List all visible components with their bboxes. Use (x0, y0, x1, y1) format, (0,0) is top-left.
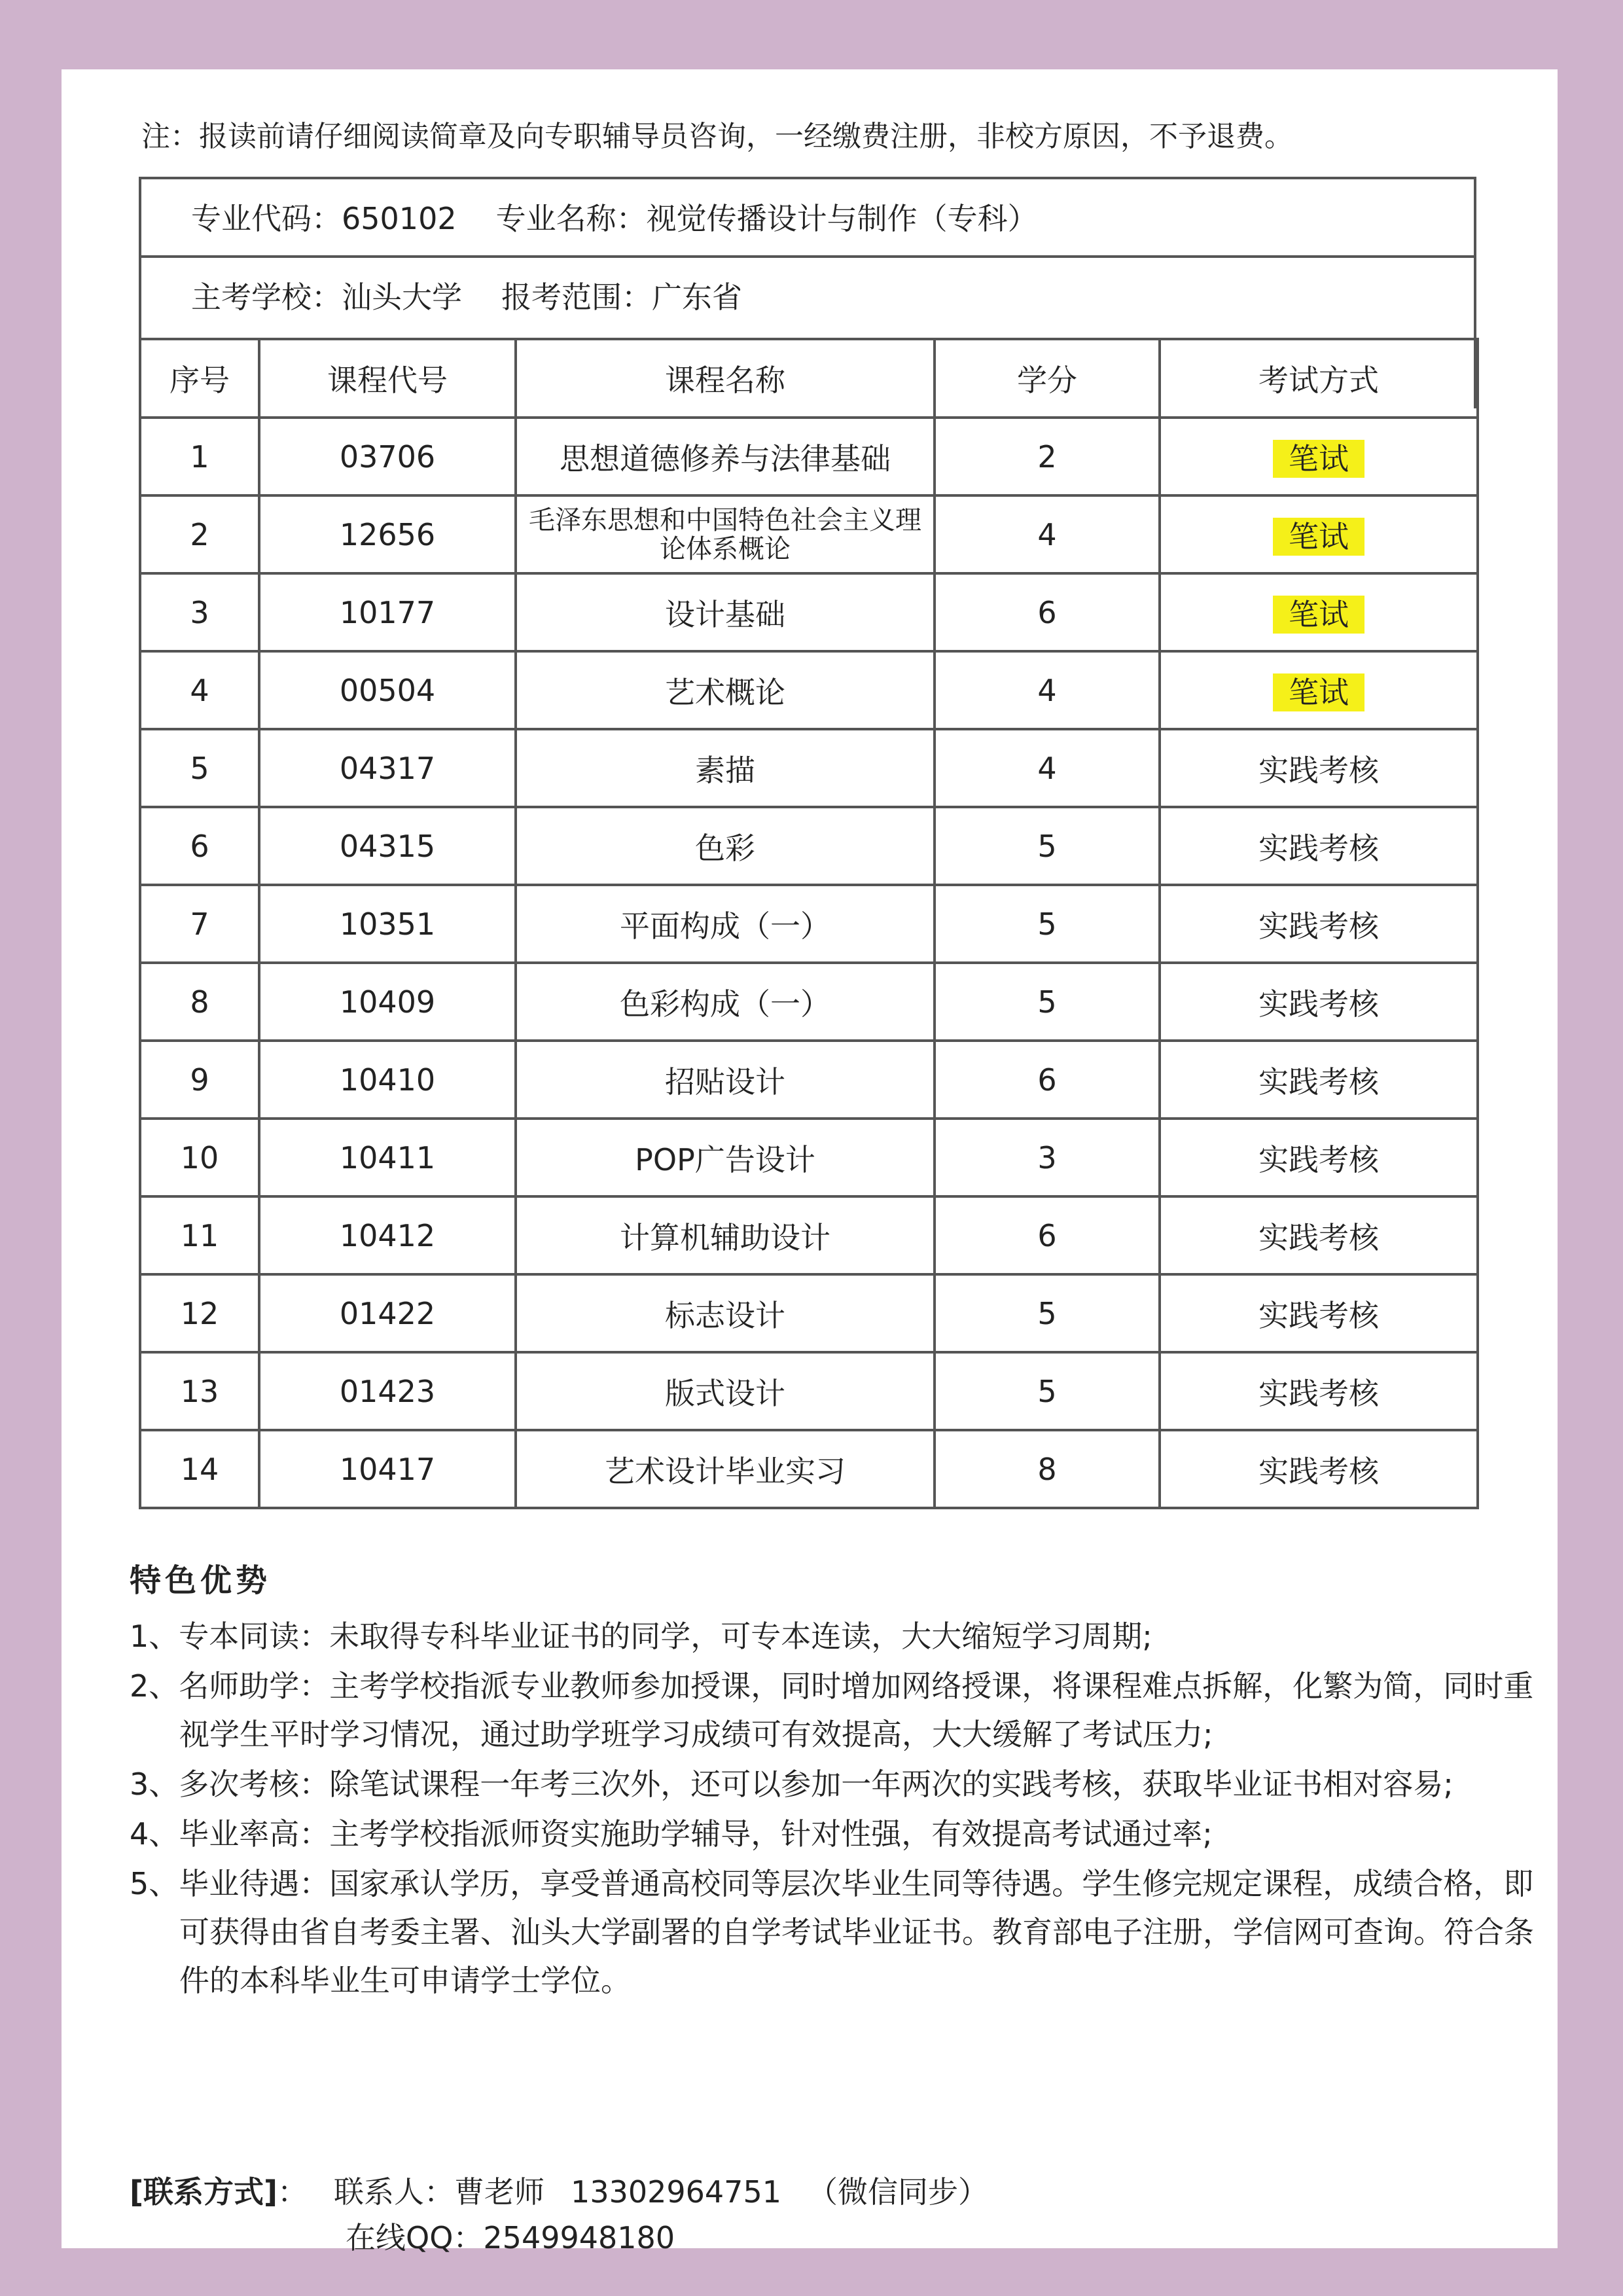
course-credit-text: 5 (1037, 984, 1057, 1020)
course-code-cell (259, 573, 516, 651)
course-name-cell (516, 807, 935, 885)
course-no-cell (140, 963, 259, 1041)
course-exam-text: 实践考核 (1258, 1219, 1379, 1255)
course-name-cell (516, 573, 935, 651)
table-row (140, 885, 1478, 963)
course-table-body (140, 418, 1478, 1508)
table-row (140, 1196, 1478, 1274)
course-code-cell (259, 1041, 516, 1119)
course-no-text: 6 (190, 828, 209, 864)
course-exam-text: 笔试 (1273, 440, 1364, 478)
course-credit-text: 4 (1037, 672, 1057, 708)
course-exam-cell (1160, 729, 1478, 807)
course-exam-cell (1160, 573, 1478, 651)
course-name-cell (516, 729, 935, 807)
course-name-cell (516, 885, 935, 963)
course-name-cell (516, 1041, 935, 1119)
course-no-cell (140, 1196, 259, 1274)
course-code-text: 10177 (339, 594, 436, 630)
course-no-text: 1 (190, 439, 209, 475)
document-page (62, 69, 1558, 2255)
course-name-cell (516, 495, 935, 573)
course-exam-cell (1160, 1119, 1478, 1196)
course-exam-text: 笔试 (1273, 673, 1364, 711)
course-no-text: 11 (180, 1217, 219, 1253)
course-code-text: 00504 (339, 672, 436, 708)
course-exam-text: 实践考核 (1258, 830, 1379, 866)
course-name-text: 设计基础 (665, 596, 785, 632)
scope-value: 广东省 (652, 279, 742, 315)
course-exam-cell (1160, 885, 1478, 963)
header-no: 序号 (140, 339, 259, 418)
course-credit-text: 6 (1037, 594, 1057, 630)
course-no-cell (140, 1274, 259, 1352)
course-name-cell (516, 1352, 935, 1430)
course-no-text: 14 (180, 1451, 219, 1487)
course-code-cell (259, 418, 516, 495)
contact-line-1 (130, 2169, 988, 2215)
course-credit-text: 5 (1037, 828, 1057, 864)
contact-qq: 在线QQ：2549948180 (346, 2220, 675, 2255)
course-exam-text: 笔试 (1273, 518, 1364, 556)
course-code-cell (259, 495, 516, 573)
table-row (140, 573, 1478, 651)
course-credit-cell (935, 418, 1160, 495)
course-name-text: POP广告设计 (635, 1141, 815, 1177)
course-no-cell (140, 1352, 259, 1430)
scope-label: 报考范围： (501, 279, 652, 315)
course-credit-text: 4 (1037, 516, 1057, 552)
feature-item: 2、名师助学：主考学校指派专业教师参加授课，同时增加网络授课，将课程难点拆解，化繁为简，同时重视学生平时学习情况，通过助学班学习成绩可有效提高，大大缓解了考试压力; (130, 1668, 1534, 1752)
course-exam-cell (1160, 495, 1478, 573)
course-code-cell (259, 1430, 516, 1508)
course-credit-cell (935, 1041, 1160, 1119)
course-code-text: 01423 (339, 1373, 436, 1409)
course-no-text: 7 (190, 906, 209, 942)
header-code: 课程代号 (259, 339, 516, 418)
course-exam-cell (1160, 807, 1478, 885)
course-code-text: 10409 (339, 984, 436, 1020)
course-exam-text: 笔试 (1273, 596, 1364, 634)
course-exam-text: 实践考核 (1258, 1141, 1379, 1177)
course-name-cell (516, 1274, 935, 1352)
header-exam: 考试方式 (1160, 339, 1478, 418)
course-no-text: 13 (180, 1373, 219, 1409)
course-credit-cell (935, 1352, 1160, 1430)
course-credit-cell (935, 495, 1160, 573)
course-no-text: 10 (180, 1139, 219, 1175)
course-credit-text: 5 (1037, 1295, 1057, 1331)
course-exam-cell (1160, 1196, 1478, 1274)
course-code-text: 10412 (339, 1217, 436, 1253)
course-exam-text: 实践考核 (1258, 1064, 1379, 1100)
course-table (139, 338, 1479, 1509)
course-name-text: 色彩构成（一） (620, 986, 830, 1022)
course-name-text: 计算机辅助设计 (620, 1219, 830, 1255)
header-credit: 学分 (935, 339, 1160, 418)
course-credit-cell (935, 1430, 1160, 1508)
table-row (140, 1352, 1478, 1430)
course-exam-text: 实践考核 (1258, 986, 1379, 1022)
course-credit-text: 4 (1037, 750, 1057, 786)
table-row (140, 1274, 1478, 1352)
course-no-cell (140, 807, 259, 885)
course-no-cell (140, 1119, 259, 1196)
feature-item: 3、多次考核：除笔试课程一年考三次外，还可以参加一年两次的实践考核，获取毕业证书相对容易; (130, 1767, 1454, 1802)
course-no-cell (140, 885, 259, 963)
course-credit-cell (935, 963, 1160, 1041)
course-name-text: 艺术设计毕业实习 (605, 1453, 846, 1489)
table-row (140, 963, 1478, 1041)
course-exam-text: 实践考核 (1258, 1297, 1379, 1333)
course-code-text: 04317 (339, 750, 436, 786)
course-code-cell (259, 885, 516, 963)
course-code-cell (259, 1352, 516, 1430)
contact-phone: 13302964751 (571, 2174, 781, 2210)
course-exam-text: 实践考核 (1258, 1453, 1379, 1489)
course-no-cell (140, 651, 259, 729)
course-no-cell (140, 418, 259, 495)
course-name-cell (516, 963, 935, 1041)
program-code-row (141, 179, 1474, 258)
course-code-text: 04315 (339, 828, 436, 864)
course-credit-text: 5 (1037, 906, 1057, 942)
course-no-cell (140, 495, 259, 573)
course-no-text: 4 (190, 672, 209, 708)
course-code-cell (259, 1196, 516, 1274)
program-code: 650102 (342, 201, 457, 236)
course-code-text: 03706 (339, 439, 436, 475)
table-header-row (140, 339, 1478, 418)
table-row (140, 651, 1478, 729)
course-credit-cell (935, 885, 1160, 963)
contact-section (130, 2169, 988, 2261)
course-exam-text: 实践考核 (1258, 908, 1379, 944)
course-exam-text: 实践考核 (1258, 752, 1379, 788)
course-code-text: 10410 (339, 1062, 436, 1098)
contact-person: 联系人：曹老师 (334, 2174, 545, 2210)
course-exam-cell (1160, 963, 1478, 1041)
course-name-text: 色彩 (695, 830, 755, 866)
feature-item: 5、毕业待遇：国家承认学历，享受普通高校同等层次毕业生同等待遇。学生修完规定课程，成绩合格，即可获得由省自考委主署、汕头大学副署的自学考试毕业证书。教育部电子注册，学信网可查询。符合条件的本科毕业生可申请学士学位。 (130, 1866, 1534, 1998)
course-code-text: 12656 (339, 516, 436, 552)
course-name-text: 版式设计 (665, 1375, 785, 1411)
course-exam-cell (1160, 418, 1478, 495)
course-no-text: 2 (190, 516, 209, 552)
course-code-cell (259, 963, 516, 1041)
course-no-text: 8 (190, 984, 209, 1020)
table-row (140, 1041, 1478, 1119)
program-name: 视觉传播设计与制作（专科） (646, 201, 1038, 236)
course-code-cell (259, 807, 516, 885)
table-row (140, 495, 1478, 573)
course-name-text: 艺术概论 (665, 674, 785, 710)
course-no-cell (140, 573, 259, 651)
course-no-text: 9 (190, 1062, 209, 1098)
course-exam-cell (1160, 1430, 1478, 1508)
school-label: 主考学校： (191, 279, 342, 315)
course-name-cell (516, 1430, 935, 1508)
header-name: 课程名称 (516, 339, 935, 418)
table-row (140, 807, 1478, 885)
course-exam-cell (1160, 651, 1478, 729)
course-credit-cell (935, 1119, 1160, 1196)
course-no-text: 3 (190, 594, 209, 630)
course-name-text: 思想道德修养与法律基础 (560, 440, 891, 476)
program-code-label: 专业代码： (191, 201, 342, 236)
course-code-text: 10351 (339, 906, 436, 942)
features-title: 特色优势 (130, 1562, 272, 1599)
course-exam-cell (1160, 1274, 1478, 1352)
course-exam-text: 实践考核 (1258, 1375, 1379, 1411)
program-school-row (141, 258, 1474, 336)
table-row (140, 729, 1478, 807)
course-no-cell (140, 1430, 259, 1508)
table-row (140, 1119, 1478, 1196)
contact-wechat-note: （微信同步） (807, 2174, 988, 2210)
course-no-text: 5 (190, 750, 209, 786)
course-no-text: 12 (180, 1295, 219, 1331)
course-credit-cell (935, 729, 1160, 807)
course-code-cell (259, 729, 516, 807)
course-code-cell (259, 651, 516, 729)
course-name-text: 毛泽东思想和中国特色社会主义理论体系概论 (529, 505, 921, 564)
feature-item: 1、专本同读：未取得专科毕业证书的同学，可专本连读，大大缩短学习周期; (130, 1619, 1152, 1654)
feature-item: 4、毕业率高：主考学校指派师资实施助学辅导，针对性强，有效提高考试通过率; (130, 1816, 1213, 1852)
course-code-cell (259, 1274, 516, 1352)
course-credit-text: 8 (1037, 1451, 1057, 1487)
course-name-text: 平面构成（一） (620, 908, 830, 944)
course-name-text: 素描 (695, 752, 755, 788)
course-code-cell (259, 1119, 516, 1196)
contact-colon: ： (277, 2174, 308, 2210)
course-credit-cell (935, 807, 1160, 885)
course-credit-cell (935, 1196, 1160, 1274)
course-no-cell (140, 729, 259, 807)
course-name-cell (516, 418, 935, 495)
course-name-cell (516, 1119, 935, 1196)
course-name-cell (516, 1196, 935, 1274)
course-code-text: 10411 (339, 1139, 436, 1175)
features-section (130, 1555, 1563, 2006)
course-exam-cell (1160, 1352, 1478, 1430)
course-code-text: 01422 (339, 1295, 436, 1331)
course-credit-text: 3 (1037, 1139, 1057, 1175)
refund-note: 注：报读前请仔细阅读简章及向专职辅导员咨询，一经缴费注册，非校方原因，不予退费。 (141, 120, 1293, 153)
course-credit-text: 2 (1037, 439, 1057, 475)
course-credit-cell (935, 1274, 1160, 1352)
course-name-text: 招贴设计 (665, 1064, 785, 1100)
course-name-text: 标志设计 (665, 1297, 785, 1333)
course-credit-text: 5 (1037, 1373, 1057, 1409)
course-credit-text: 6 (1037, 1062, 1057, 1098)
course-code-text: 10417 (339, 1451, 436, 1487)
course-credit-cell (935, 573, 1160, 651)
contact-line-2 (130, 2215, 988, 2261)
table-row (140, 418, 1478, 495)
school-name: 汕头大学 (342, 279, 462, 315)
course-exam-cell (1160, 1041, 1478, 1119)
course-no-cell (140, 1041, 259, 1119)
course-credit-cell (935, 651, 1160, 729)
contact-label: [联系方式] (130, 2174, 278, 2210)
course-credit-text: 6 (1037, 1217, 1057, 1253)
program-name-label: 专业名称： (495, 201, 647, 236)
course-name-cell (516, 651, 935, 729)
table-row (140, 1430, 1478, 1508)
